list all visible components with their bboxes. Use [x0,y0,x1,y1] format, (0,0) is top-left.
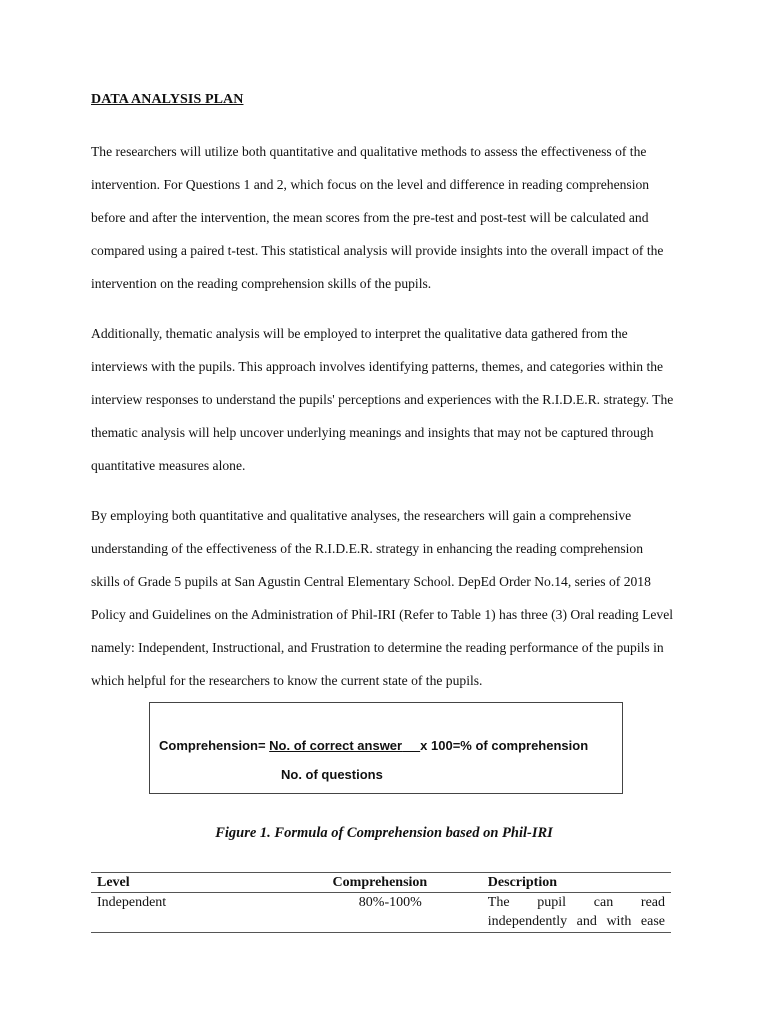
formula-box [149,702,623,794]
description-line-1: The pupil can read [487,895,665,910]
cell-description [482,893,671,933]
paragraph-3: By employing both quantitative and qualitative analyses, the researchers will gain a comprehensive understanding of the effectiveness of the R.I.D.E.R. strategy in enhancing the reading comprehension skills of Grade 5 pupils at San Agustin Central Elementary School. DepEd Order No.14, series of 2018 Policy and Guidelines on the Administration of Phil-IRI (Refer to Table 1) has three (3) Oral reading Level namely: Independent, Instructional, and Frustration to determine the reading performance of the pupils in which helpful for the researchers to know the current state of the pupils. [91,508,674,688]
formula-rest: x 100=% of comprehension [420,738,589,753]
formula-denominator: No. of questions [281,767,383,782]
section-heading: DATA ANALYSIS PLAN [91,92,244,107]
paragraph-2: Additionally, thematic analysis will be employed to interpret the qualitative data gathered from the interviews with the pupils. This approach involves identifying patterns, themes, and categories within the interview responses to understand the pupils' perceptions and experiences with the R.I.D.E.R. strategy. The thematic analysis will help uncover underlying meanings and insights that may not be captured through quantitative measures alone. [91,326,674,473]
paragraph-1: The researchers will utilize both quantitative and qualitative methods to assess the effectiveness of the intervention. For Questions 1 and 2, which focus on the level and difference in reading comprehension before and after the intervention, the mean scores from the pre-test and post-test will be calculated and compared using a paired t-test. This statistical analysis will provide insights into the overall impact of the intervention on the reading comprehension skills of the pupils. [91,144,664,291]
formula-line [159,738,588,753]
formula-label: Comprehension= [159,738,266,753]
table-row [91,893,671,933]
figure-caption: Figure 1. Formula of Comprehension based on Phil-IRI [215,825,553,841]
table-header-row [91,873,671,893]
header-comprehension: Comprehension [278,873,482,893]
cell-comprehension: 80%-100% [278,893,482,933]
cell-level: Independent [91,893,278,933]
header-description: Description [482,873,671,893]
formula-numerator: No. of correct answer [269,738,403,753]
reading-level-table [91,872,671,933]
description-line-2: independently and with ease [487,914,665,929]
header-level: Level [91,873,278,893]
